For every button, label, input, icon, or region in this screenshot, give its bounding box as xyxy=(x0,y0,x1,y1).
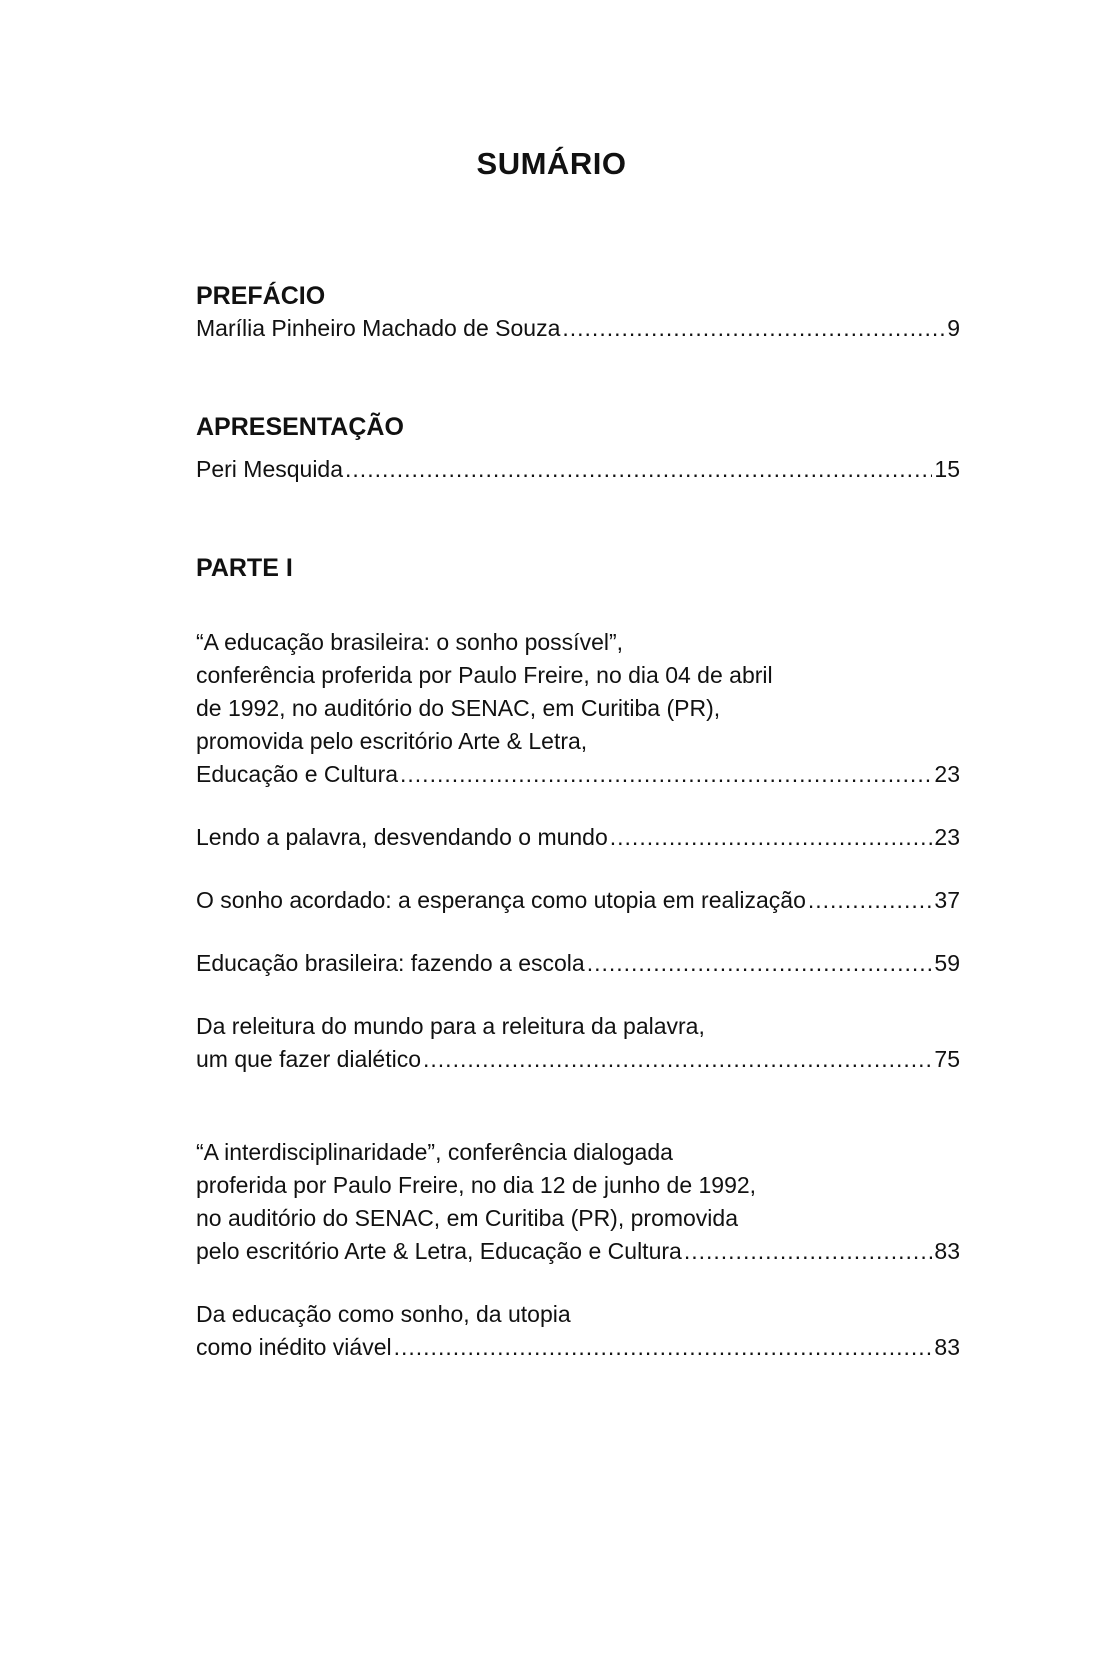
dot-leader xyxy=(587,947,933,980)
toc-entry-line xyxy=(196,1331,960,1364)
dot-leader xyxy=(394,1331,933,1364)
page-number: 9 xyxy=(947,315,960,341)
toc-entry-text: “A educação brasileira: o sonho possível”, xyxy=(196,629,624,655)
toc-entry-line xyxy=(196,1043,960,1076)
toc-entry-text: O sonho acordado: a esperança como utopia em realização xyxy=(196,887,806,913)
toc-entry-text: Da educação como sonho, da utopia xyxy=(196,1301,571,1327)
toc-entry xyxy=(196,1136,960,1268)
toc-entry-line xyxy=(196,312,960,345)
toc-entry-text: no auditório do SENAC, em Curitiba (PR), promovida xyxy=(196,1205,739,1231)
dot-leader xyxy=(400,758,932,791)
toc-entry-line xyxy=(196,821,960,854)
toc-section-apresentacao xyxy=(196,411,960,486)
section-heading: PARTE I xyxy=(196,554,293,582)
toc-entry-text: Da releitura do mundo para a releitura da palavra, xyxy=(196,1013,705,1039)
toc-entry-text: Peri Mesquida xyxy=(196,456,344,482)
dot-leader xyxy=(808,884,933,917)
toc-entry xyxy=(196,1010,960,1076)
toc-entry-text: Marília Pinheiro Machado de Souza xyxy=(196,315,561,341)
toc-entry-text: Educação e Cultura xyxy=(196,761,399,787)
toc-entry-text: promovida pelo escritório Arte & Letra, xyxy=(196,728,588,754)
section-heading: APRESENTAÇÃO xyxy=(196,413,404,441)
dot-leader xyxy=(423,1043,932,1076)
dot-leader xyxy=(562,312,945,345)
page-title: SUMÁRIO xyxy=(476,146,627,181)
page-number: 23 xyxy=(934,824,960,850)
page-number: 59 xyxy=(934,950,960,976)
toc-entry-text: “A interdisciplinaridade”, conferência dialogada xyxy=(196,1139,673,1165)
toc-entry-text: Educação brasileira: fazendo a escola xyxy=(196,950,585,976)
dot-leader xyxy=(610,821,933,854)
toc-entry xyxy=(196,947,960,980)
toc-entry-text: um que fazer dialético xyxy=(196,1046,422,1072)
page-number: 83 xyxy=(934,1334,960,1360)
toc-entry xyxy=(196,453,960,486)
toc-entry-text: pelo escritório Arte & Letra, Educação e Cultura xyxy=(196,1238,682,1264)
dot-leader xyxy=(345,453,932,486)
toc-entry-line xyxy=(196,453,960,486)
toc-section-parte-i xyxy=(196,552,960,1364)
table-of-contents xyxy=(196,280,960,1364)
page-number: 83 xyxy=(934,1238,960,1264)
toc-entry xyxy=(196,884,960,917)
section-heading: PREFÁCIO xyxy=(196,282,326,310)
toc-entry-line xyxy=(196,758,960,791)
toc-entry-line xyxy=(196,884,960,917)
page-number: 23 xyxy=(934,761,960,787)
page-number: 15 xyxy=(934,456,960,482)
page-number: 37 xyxy=(934,887,960,913)
toc-section-prefacio xyxy=(196,280,960,345)
page-number: 75 xyxy=(934,1046,960,1072)
toc-entry-line xyxy=(196,1235,960,1268)
toc-entry xyxy=(196,1298,960,1364)
toc-entry-text: proferida por Paulo Freire, no dia 12 de junho de 1992, xyxy=(196,1172,757,1198)
toc-entry-text: conferência proferida por Paulo Freire, no dia 04 de abril xyxy=(196,662,773,688)
toc-entry xyxy=(196,312,960,345)
toc-entry-text: de 1992, no auditório do SENAC, em Curitiba (PR), xyxy=(196,695,721,721)
toc-entry-text: Lendo a palavra, desvendando o mundo xyxy=(196,824,608,850)
dot-leader xyxy=(684,1235,933,1268)
toc-entry-line xyxy=(196,947,960,980)
toc-entry xyxy=(196,821,960,854)
toc-entry-text: como inédito viável xyxy=(196,1334,392,1360)
toc-entry xyxy=(196,626,960,791)
